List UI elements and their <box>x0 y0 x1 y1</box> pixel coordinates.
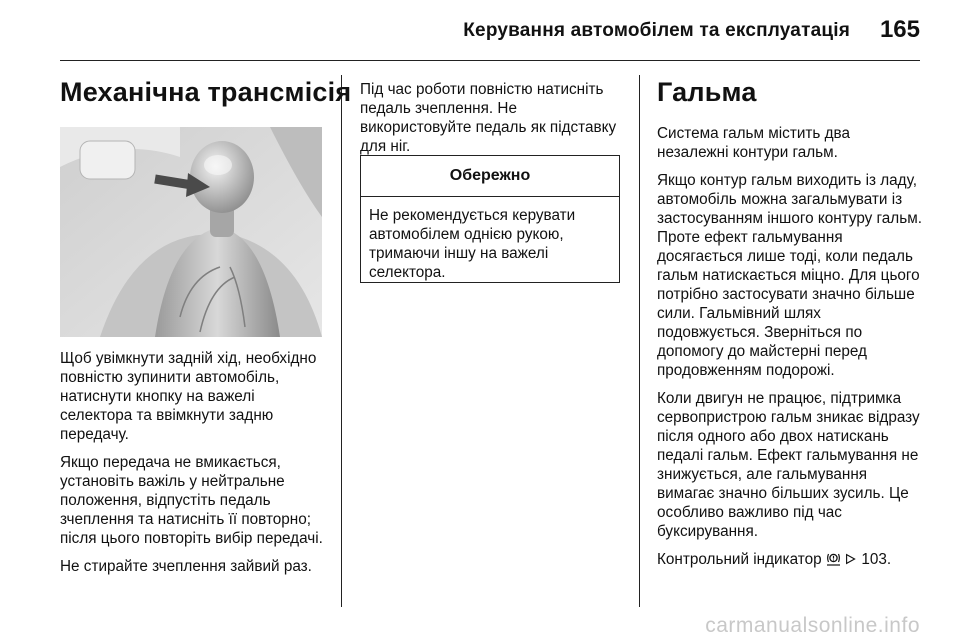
middle-column-text <box>360 80 622 165</box>
paragraph: Якщо контур гальм виходить із ладу, автомобіль можна загальмувати із застосуванням іншого контуру гальм. Проте ефект гальмування досягається лише тоді, коли педаль гальм натискається міцно. Для цього потрібно застосувати значно більше сили. Гальмівний шлях подовжується. Зверніться по допомогу до майстерні перед продовженням подорожі. <box>657 172 922 379</box>
gear-shift-illustration <box>60 127 322 337</box>
indicator-label: Контрольний індикатор <box>657 551 822 568</box>
paragraph: Якщо передача не вмикається, установіть важіль у нейтральне положення, відпустіть педаль зчеплення та натисніть її повторно; після цього повторіть вибір передачі. <box>60 454 323 547</box>
paragraph: Коли двигун не працює, підтримка сервопристрою гальм зникає відразу після одного або двох натискань педалі гальм. Ефект гальмування не знижується, але гальмування вимагає значно більших зусиль. Це особливо важливо під час буксирування. <box>657 390 920 540</box>
paragraph: Не стирайте зчеплення зайвий раз. <box>60 558 312 575</box>
right-column-text <box>657 124 925 578</box>
brake-warning-icon <box>826 552 841 566</box>
paragraph: Щоб увімкнути задній хід, необхідно повністю зупинити автомобіль, натиснути кнопку на важелі селектора та ввімкнути задню передачу. <box>60 350 317 443</box>
page-number: 165 <box>879 16 920 43</box>
caution-box <box>360 155 620 283</box>
gear-shift-image <box>60 127 322 337</box>
caution-title: Обережно <box>361 156 619 197</box>
indicator-reference-line <box>657 550 925 569</box>
running-header-title: Керування автомобілем та експлуатація <box>463 20 850 41</box>
indicator-page-reference: 103. <box>861 551 892 568</box>
column-divider-2 <box>639 75 640 607</box>
left-column-text <box>60 349 326 585</box>
section-title-brakes: Гальма <box>657 77 757 107</box>
section-title-transmission: Механічна трансмісія <box>60 77 352 107</box>
page-reference-arrow-icon <box>845 552 857 566</box>
paragraph: Під час роботи повністю натисніть педаль зчеплення. Не використовуйте педаль як підставку для ніг. <box>360 81 617 155</box>
caution-text: Не рекомендується керувати автомобілем однією рукою, тримаючи іншу на важелі селектора. <box>369 207 576 281</box>
watermark: carmanualsonline.info <box>705 614 920 637</box>
paragraph: Система гальм містить два незалежні контури гальм. <box>657 125 850 161</box>
column-divider-1 <box>341 75 342 607</box>
header-rule <box>60 60 920 61</box>
